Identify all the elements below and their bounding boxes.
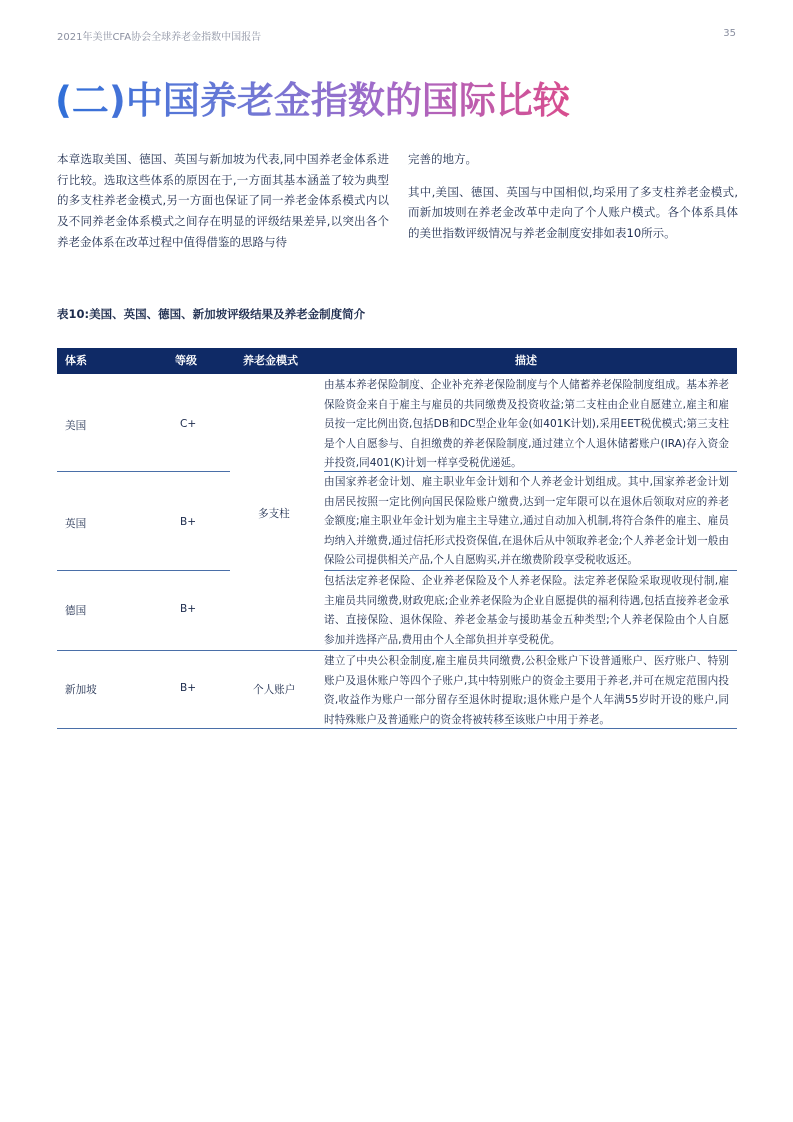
header-grade: 等级 — [175, 354, 197, 367]
table-row-grade: B+ — [180, 516, 197, 528]
row-divider — [57, 570, 230, 571]
table-row-system: 英国 — [65, 518, 87, 530]
comparison-table — [57, 348, 737, 728]
table-row-description: 由基本养老保险制度、企业补充养老保险制度与个人储蓄养老保险制度组成。基本养老保险资金来自于雇主与雇员的共同缴费及投资收益;第二支柱由企业自愿建立,雇主和雇员按一定比例出资,包括DB和DC型企业年金(如401K计划),采用EET税优模式;第三支柱是个人自愿参与、自担缴费的养老保险制度,通过建立个人退休储蓄账户(IRA)存入资金并投资,同401(K)计划一样享受税优递延。 — [324, 379, 729, 470]
table-row-system: 德国 — [65, 605, 87, 617]
section-title: (二)中国养老金指数的国际比较 — [55, 70, 570, 124]
page-number: 35 — [723, 28, 736, 39]
table-caption: 表10:美国、英国、德国、新加坡评级结果及养老金制度简介 — [57, 307, 366, 321]
table-row-grade: C+ — [180, 418, 197, 430]
row-divider — [57, 471, 230, 472]
row-divider — [57, 650, 737, 651]
header-system: 体系 — [65, 354, 87, 367]
table-row-grade: B+ — [180, 682, 197, 694]
table-row-system: 美国 — [65, 420, 87, 432]
header-model: 养老金模式 — [243, 354, 298, 367]
table-model-multi-pillar: 多支柱 — [258, 508, 290, 520]
table-row-grade: B+ — [180, 603, 197, 615]
table-row-description: 建立了中央公积金制度,雇主雇员共同缴费,公积金账户下设普通账户、医疗账户、特别账户及退休账户等四个子账户,其中特别账户的资金主要用于养老,并可在规定范围内投资,收益作为账户一部分留存至退休时提取;退休账户是个人年满55岁时开设的账户,同时特殊账户及普通账户的资金将被转移至该账户中用于养老。 — [324, 655, 729, 726]
report-title: 2021年美世CFA协会全球养老金指数中国报告 — [57, 32, 262, 43]
row-divider — [324, 570, 737, 571]
table-row-description: 由国家养老金计划、雇主职业年金计划和个人养老金计划组成。其中,国家养老金计划由居民按照一定比例向国民保险账户缴费,达到一定年限可以在退休后领取对应的养老金额度;雇主职业年金计划为雇主主导建立,通过自动加入机制,将符合条件的雇主、雇员均纳入并缴费,通过信托形式投资保值,在退休后从中领取养老金;个人养老金计划一般由保险公司提供相关产品,个人自愿购买,并在缴费阶段享受税收返还。 — [324, 476, 729, 567]
table-row-system: 新加坡 — [65, 684, 97, 696]
intro-paragraph: 本章选取美国、德国、英国与新加坡为代表,同中国养老金体系进行比较。选取这些体系的原因在于,一方面其基本涵盖了较为典型的多支柱养老金模式,另一方面也保证了同一养老金体系模式内以及不同养老金体系模式之间存在明显的评级结果差异,以突出各个养老金体系在改革过程中值得借鉴的思路与待 — [57, 152, 389, 249]
table-row-description: 包括法定养老保险、企业养老保险及个人养老保险。法定养老保险采取现收现付制,雇主雇员共同缴费,财政兜底;企业养老保险为企业自愿提供的福利待遇,包括直接养老金承诺、直接保险、退休保险、养老金基金与援助基金五种类型;个人养老保险由个人自愿参加并选择产品,费用由个人全部负担并享受税优。 — [324, 575, 729, 646]
row-divider — [324, 471, 737, 472]
intro-paragraph-continued: 完善的地方。 — [408, 152, 477, 166]
comparison-paragraph: 其中,美国、德国、英国与中国相似,均采用了多支柱养老金模式,而新加坡则在养老金改革中走向了个人账户模式。各个体系具体的美世指数评级情况与养老金制度安排如表10所示。 — [408, 184, 738, 241]
body-left-column — [57, 149, 389, 253]
body-right-column — [408, 149, 738, 244]
table-model-individual-account: 个人账户 — [253, 684, 296, 696]
header-description: 描述 — [515, 354, 537, 367]
table-bottom-border — [57, 728, 737, 729]
page-header — [57, 28, 736, 44]
table-header-row — [57, 348, 737, 374]
